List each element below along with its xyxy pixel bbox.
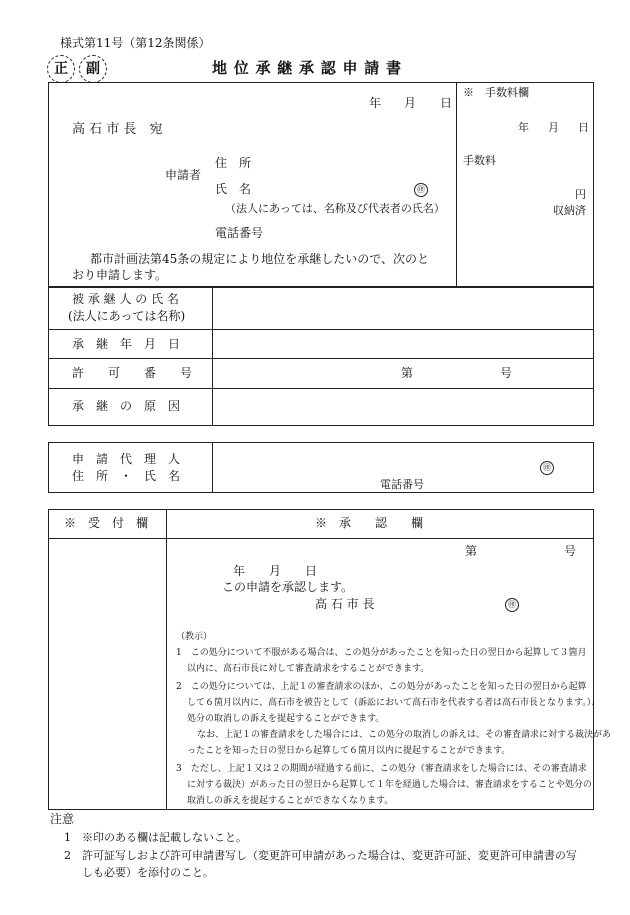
fee-header: ※ 手数料欄 (463, 86, 529, 99)
approval-date: 年 月 日 (233, 564, 318, 578)
applicant-label: 申請者 (165, 168, 202, 182)
fee-date-month: 月 (548, 121, 559, 134)
form-number: 様式第11号（第12条関係） (60, 36, 211, 50)
fee-divider (456, 82, 457, 287)
instruction-title: （教示） (176, 632, 213, 642)
applicant-seal-mark: ㊞ (414, 183, 428, 197)
instruction-line: 取消しの訴えを提起することができなくなります。 (187, 796, 394, 806)
approval-dai: 第 (465, 544, 478, 558)
approval-statement: この申請を承認します。 (222, 580, 354, 594)
paid-label: 収納済 (553, 204, 586, 217)
instruction-line: 以内に、高石市長に対して審査請求をすることができます。 (187, 664, 430, 674)
mayor-label: 高 石 市 長 (315, 597, 375, 611)
name-label: 氏 名 (215, 182, 252, 196)
approval-header-line (48, 538, 594, 539)
duplicate-mark: 副 (79, 55, 107, 83)
agent-label-line1: 申 請 代 理 人 (72, 452, 181, 466)
agent-divider (212, 442, 213, 493)
instruction-line: して６箇月以内に、高石市を被告として（訴訟において高石市を代表する者は高石市長となります。）、 (187, 698, 601, 708)
details-row-line-2 (48, 358, 594, 359)
permit-number-label: 許 可 番 号 (72, 366, 193, 380)
reception-header: ※ 受 付 欄 (64, 516, 149, 530)
fee-date-day: 日 (578, 121, 589, 134)
phone-label: 電話番号 (215, 226, 264, 240)
agent-label-line2: 住 所 ・ 氏 名 (72, 469, 181, 483)
note-item: しも必要）を添付のこと。 (82, 866, 214, 879)
application-statement-line2: おり申請します。 (72, 268, 168, 282)
fee-date-year: 年 (518, 121, 529, 134)
address-label: 住 所 (215, 156, 252, 170)
date-year: 年 (369, 96, 382, 110)
notes-title: 注意 (50, 812, 75, 826)
agent-seal-mark: ㊞ (540, 461, 554, 475)
agent-box (48, 442, 594, 493)
instruction-line: なお、上記１の審査請求をした場合には、この処分の取消しの訴えは、その審査請求に対する裁決があ (197, 730, 612, 740)
mayor-seal-mark: ㊞ (505, 598, 519, 612)
note-item: 1 ※印のある欄は記載しないこと。 (64, 831, 247, 844)
instruction-line: 2 この処分については、上記１の審査請求のほか、この処分があったことを知った日の翌日から起算 (176, 682, 587, 692)
predecessor-label-line1: 被 承 継 人 の 氏 名 (72, 292, 179, 306)
note-item: 2 許可証写しおよび許可申請書写し（変更許可申請があった場合は、変更許可証、変更許可申請書の写 (64, 849, 577, 862)
date-day: 日 (440, 96, 453, 110)
yen-label: 円 (575, 188, 586, 201)
instruction-line: ったことを知った日の翌日から起算して６箇月以内に提起することができます。 (187, 746, 511, 756)
agent-phone-label: 電話番号 (380, 478, 424, 491)
date-month: 月 (404, 96, 417, 110)
instruction-line: 3 ただし、上記１又は２の期間が経過する前に、この処分（審査請求をした場合には、その審査請求 (176, 764, 587, 774)
approval-go: 号 (564, 544, 577, 558)
addressee: 高 石 市 長 宛 (72, 122, 163, 137)
succession-date-label: 承 継 年 月 日 (72, 337, 181, 351)
permit-go: 号 (500, 366, 513, 380)
predecessor-label-line2: (法人にあっては名称) (68, 309, 186, 323)
permit-dai: 第 (401, 366, 414, 380)
instruction-line: 1 この処分について不服がある場合は、この処分があったことを知った日の翌日から起算して３箇月 (176, 648, 587, 658)
instruction-line: 処分の取消しの訴えを提起することができます。 (187, 714, 385, 724)
page-title: 地位承継承認申請書 (212, 59, 408, 77)
corporate-note: （法人にあっては、名称及び代表者の氏名） (225, 202, 445, 215)
approval-divider (166, 509, 167, 810)
fee-label: 手数料 (463, 154, 496, 167)
details-divider (212, 287, 213, 426)
original-mark: 正 (47, 55, 75, 83)
details-row-line-1 (48, 329, 594, 330)
details-row-line-3 (48, 388, 594, 389)
succession-reason-label: 承 継 の 原 因 (72, 399, 181, 413)
approval-header: ※ 承 認 欄 (315, 516, 424, 530)
instruction-line: に対する裁決）があった日の翌日から起算して１年を経過した場合は、審査請求をすることや処分の (187, 780, 592, 790)
application-statement-line1: 都市計画法第45条の規定により地位を承継したいので、次のと (90, 252, 430, 266)
